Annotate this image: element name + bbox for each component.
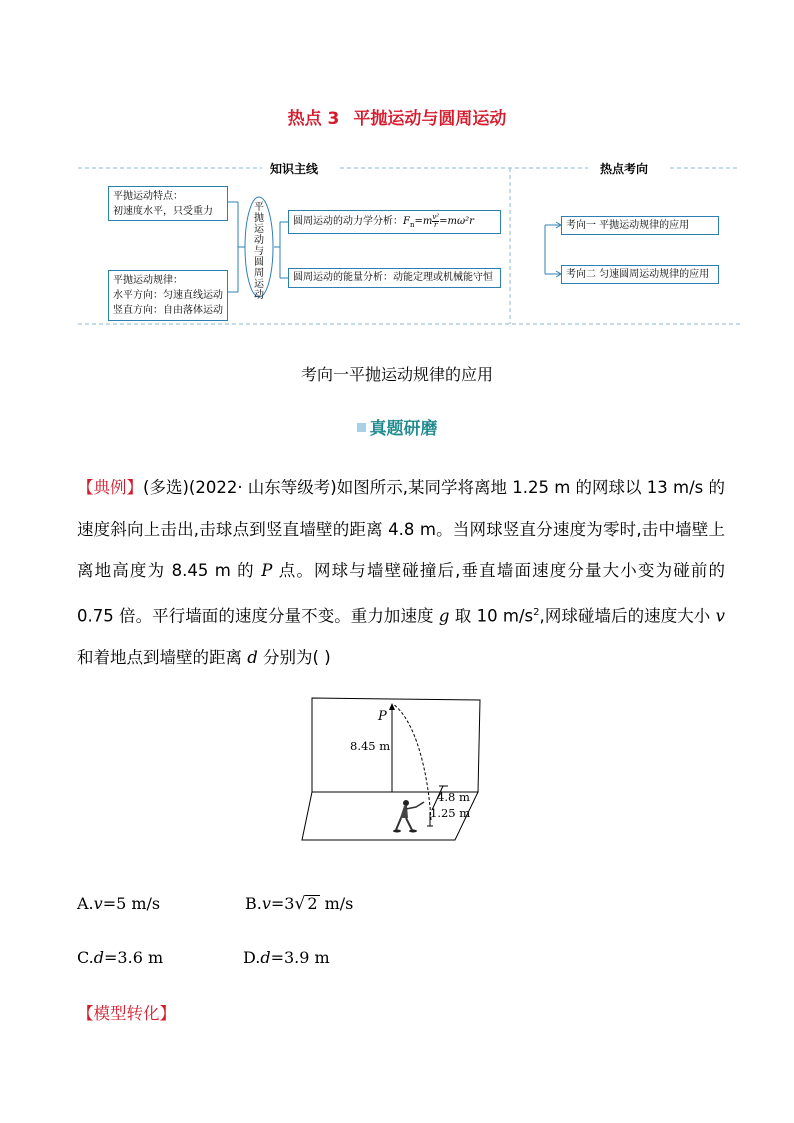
mindmap-box-circular-dynamics xyxy=(288,210,501,234)
section-heading xyxy=(0,414,794,439)
sqrt-sign: √ xyxy=(294,894,306,914)
problem-segment: 取 10 m/s xyxy=(449,606,534,625)
mindmap-left-heading: 知识主线 xyxy=(266,160,322,177)
problem-segment: 点。网球与墙壁碰撞后,垂直墙面速度分量大小变为碰前的 0.75 倍。平行墙面的速度分量不变。重力加速度 xyxy=(77,561,725,625)
var-P: P xyxy=(261,561,273,580)
box-text: 考向二 匀速圆周运动规律的应用 xyxy=(566,269,710,280)
option-label: B. xyxy=(245,894,262,913)
var-d: d xyxy=(93,948,105,967)
mindmap-right-heading: 热点考向 xyxy=(596,160,652,177)
option-value: =3.9 m xyxy=(270,948,330,967)
option-a[interactable] xyxy=(77,894,160,913)
option-d[interactable] xyxy=(243,948,330,967)
mindmap xyxy=(0,150,794,330)
page-title xyxy=(0,104,794,129)
mindmap-box-topic-1 xyxy=(561,216,719,235)
mindmap-box-circular-energy xyxy=(288,268,501,288)
label-845: 8.45 m xyxy=(350,739,391,753)
option-c[interactable] xyxy=(77,948,163,967)
var-v: v xyxy=(715,606,725,625)
model-heading: 【模型转化】 xyxy=(77,1004,176,1023)
superscript: 2 xyxy=(533,606,540,618)
problem-segment: ,网球碰墙后的速度大小 xyxy=(539,606,716,625)
problem-tag: 【典例】 xyxy=(77,478,144,497)
option-value: =3.6 m xyxy=(104,948,164,967)
section-heading-text: 真题研磨 xyxy=(369,419,438,439)
option-b[interactable] xyxy=(245,894,353,914)
problem-segment: (多选)(2022· 山东等级考)如图所示,某同学将离地 1.25 m 的网球以 13 m/s 的速度斜向上击出,击球点到竖直墙壁的距离 4.8 m。当网球竖直分速度为零时,击中墙壁上离地高度为 8.45 m 的 xyxy=(77,478,726,580)
problem-segment: 和着地点到墙壁的距离 xyxy=(77,647,248,667)
box-text: 圆周运动的能量分析：动能定理或机械能守恒 xyxy=(293,272,493,283)
mindmap-box-projectile-features xyxy=(108,186,228,221)
box-text: 圆周运动的动力学分析： xyxy=(293,216,403,227)
option-label: D. xyxy=(243,948,261,967)
square-icon xyxy=(357,423,366,432)
var-d: d xyxy=(260,948,271,967)
var-g: g xyxy=(438,606,450,625)
fraction-den: r xyxy=(434,221,438,229)
box-line: 初速度水平，只受重力 xyxy=(113,206,213,217)
label-125: 1.25 m xyxy=(430,806,471,820)
box-line: 平抛运动规律： xyxy=(113,275,183,286)
formula-sub: n xyxy=(409,221,415,229)
problem-text xyxy=(77,467,725,678)
label-48: 4.8 m xyxy=(437,790,470,804)
var-v: v xyxy=(261,894,271,913)
title-text: 平抛运动与圆周运动 xyxy=(353,109,507,129)
subtitle: 考向一平抛运动规律的应用 xyxy=(300,365,493,384)
sqrt-radicand: 2 xyxy=(307,894,318,913)
tennis-figure xyxy=(300,690,500,850)
formula-m: =m xyxy=(414,216,433,227)
label-P: P xyxy=(378,709,387,724)
title-number: 热点 3 xyxy=(287,109,340,129)
box-text: 考向一 平抛运动规律的应用 xyxy=(566,220,690,231)
wall xyxy=(312,698,480,792)
arrow-head xyxy=(389,703,395,710)
box-line: 水平方向：匀速直线运动 xyxy=(113,290,223,301)
option-value: =5 m/s xyxy=(102,894,161,913)
fraction-num: v² xyxy=(432,213,440,221)
var-v: v xyxy=(93,894,103,913)
mindmap-box-projectile-laws xyxy=(108,270,228,321)
mindmap-center-label: 平抛运动与圆周运动 xyxy=(254,202,264,301)
option-unit: m/s xyxy=(319,894,354,913)
problem-segment: 分别为( ) xyxy=(257,647,331,667)
box-line: 竖直方向：自由落体运动 xyxy=(113,305,223,316)
ball-trajectory xyxy=(393,704,431,820)
option-value: =3 xyxy=(270,894,295,913)
box-line: 平抛运动特点： xyxy=(113,191,183,202)
var-d: d xyxy=(247,647,258,667)
option-label: A. xyxy=(77,894,94,913)
formula-F: F xyxy=(403,216,410,227)
mindmap-box-topic-2 xyxy=(561,265,719,284)
option-label: C. xyxy=(77,948,94,967)
player-figure xyxy=(393,800,424,833)
formula-tail: =mω²r xyxy=(439,216,474,227)
